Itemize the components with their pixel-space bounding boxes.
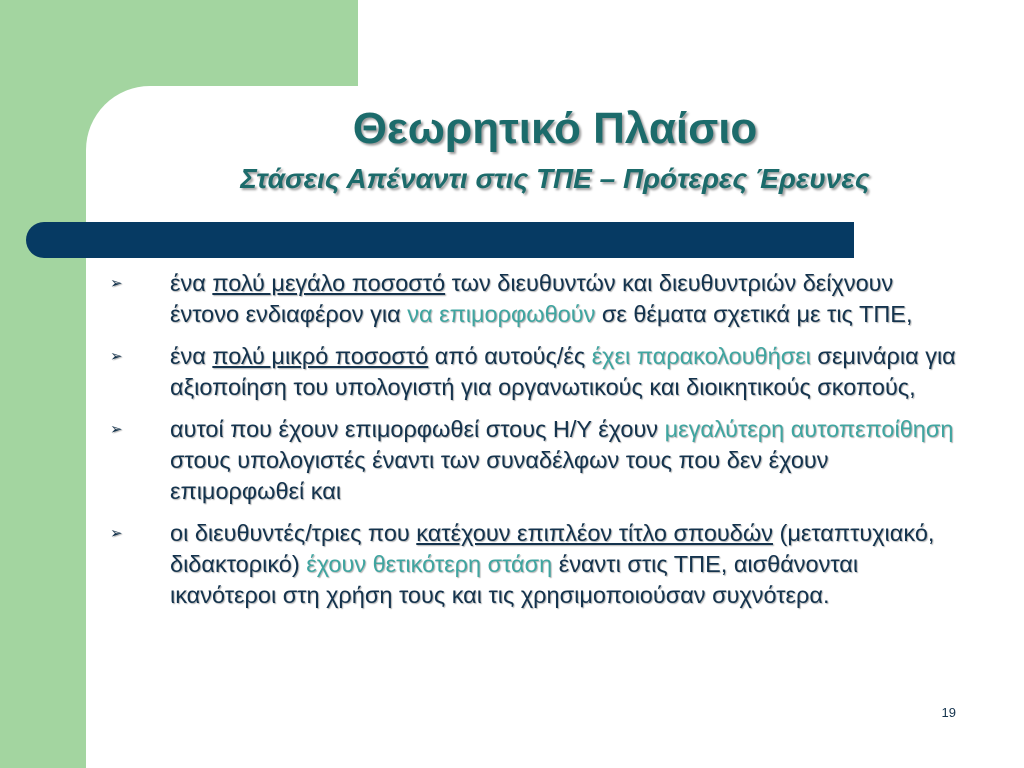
bullet-text: αυτοί που έχουν επιμορφωθεί στους Η/Υ έχουν: [170, 416, 665, 442]
slide-subtitle: Στάσεις Απέναντι στις ΤΠΕ – Πρότερες Έρευνες: [240, 163, 870, 194]
bullet-highlight-text: να επιμορφωθούν: [407, 301, 596, 327]
bullet-text: ένα: [170, 343, 213, 369]
bullet-item: [110, 341, 960, 403]
bullet-underlined-text: κατέχουν επιπλέον τίτλο σπουδών: [416, 520, 773, 546]
bullet-text: σεμινάρια για αξιοποίηση του υπολογιστή για οργανωτικούς και διοικητικούς σκοπούς,: [170, 343, 956, 400]
bullet-arrow-icon: ➢: [110, 421, 123, 438]
bullet-item: [110, 518, 960, 611]
bullet-arrow-icon: ➢: [110, 275, 123, 292]
bullet-highlight-text: μεγαλύτερη αυτοπεποίθηση: [664, 416, 954, 442]
bullet-arrow-icon: ➢: [110, 348, 123, 365]
bullet-item: [110, 268, 960, 330]
bullet-underlined-text: πολύ μικρό ποσοστό: [212, 343, 429, 369]
page-number: 19: [941, 705, 956, 720]
bullet-list: [110, 268, 960, 622]
bullet-text: από αυτούς/ές: [428, 343, 592, 369]
bullet-text: (μεταπτυχιακό, διδακτορικό): [170, 520, 935, 577]
title-divider-band: [26, 222, 854, 258]
bullet-item: [110, 414, 960, 507]
bullet-text: στους υπολογιστές έναντι των συναδέλφων τους που δεν έχουν επιμορφωθεί και: [170, 447, 829, 504]
bullet-highlight-text: έχει παρακολουθήσει: [591, 343, 811, 369]
bullet-text: σε θέματα σχετικά με τις ΤΠΕ,: [595, 301, 913, 327]
slide-title: Θεωρητικό Πλαίσιο: [352, 104, 758, 153]
bullet-text: έναντι στις ΤΠΕ, αισθάνονται ικανότεροι στη χρήση τους και τις χρησιμοποιούσαν συχνότερα.: [170, 551, 859, 608]
bullet-arrow-icon: ➢: [110, 525, 123, 542]
bullet-text: ένα: [170, 270, 213, 296]
bullet-highlight-text: έχουν θετικότερη στάση: [306, 551, 553, 577]
bullet-text: οι διευθυντές/τριες που: [170, 520, 417, 546]
bullet-text: των διευθυντών και διευθυντριών δείχνουν έντονο ενδιαφέρον για: [170, 270, 894, 327]
bullet-underlined-text: πολύ μεγάλο ποσοστό: [212, 270, 446, 296]
